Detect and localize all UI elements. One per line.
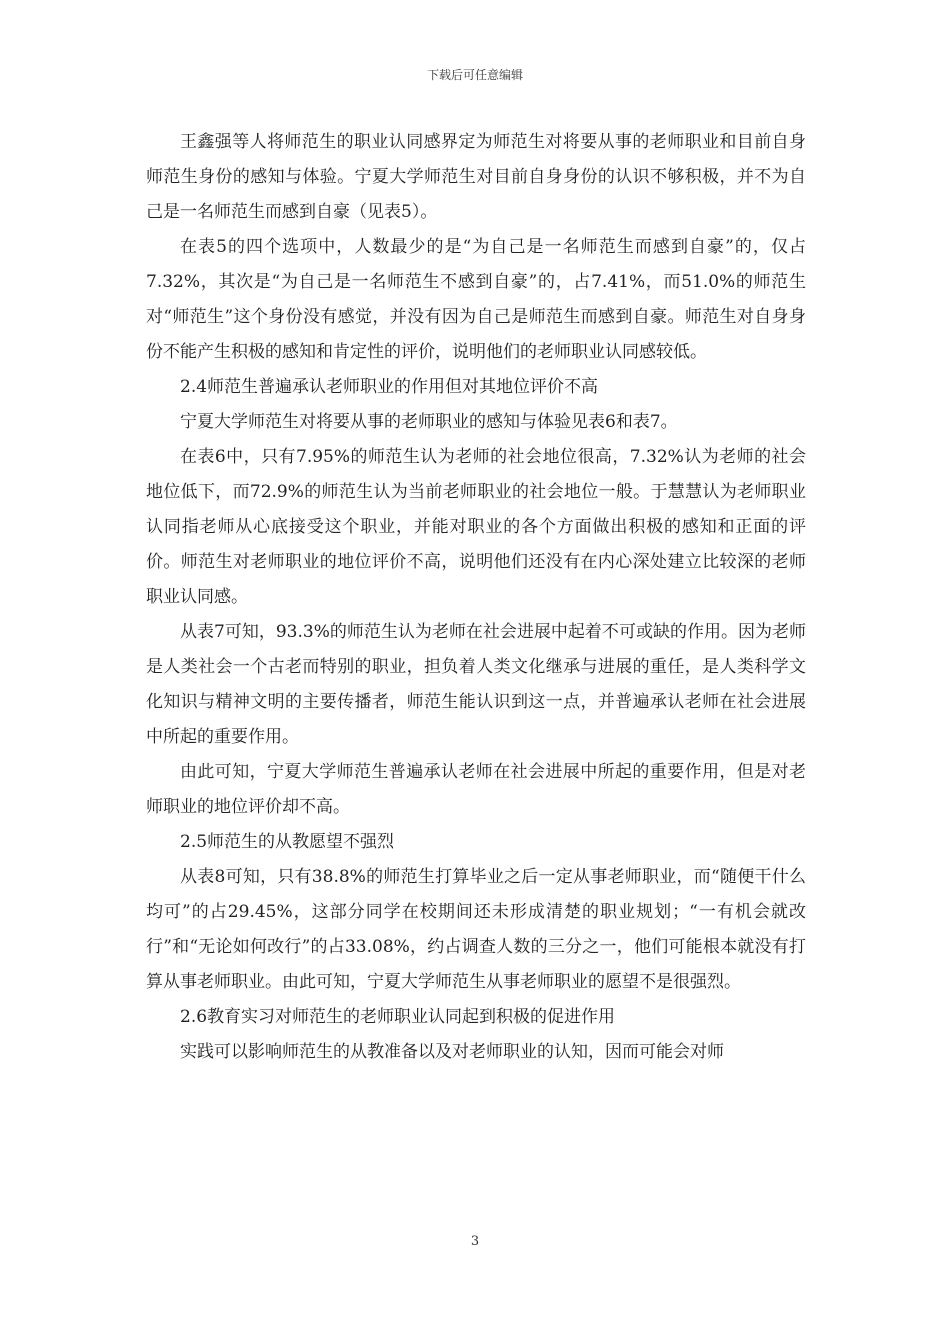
section-heading: 2.4师范生普遍承认老师职业的作用但对其地位评价不高 [180, 377, 599, 397]
document-body [146, 125, 806, 1070]
page-header: 下载后可任意编辑 [426, 68, 523, 82]
paragraph: 实践可以影响师范生的从教准备以及对老师职业的认知，因而可能会对师 [180, 1042, 724, 1062]
paragraph: 王鑫强等人将师范生的职业认同感界定为师范生对将要从事的老师职业和目前自身师范生身份的感知与体验。宁夏大学师范生对目前自身身份的认识不够积极，并不为自己是一名师范生而感到自豪（见表5）。 [146, 132, 806, 222]
paragraph: 从表7可知，93.3%的师范生认为老师在社会进展中起着不可或缺的作用。因为老师是人类社会一个古老而特别的职业，担负着人类文化继承与进展的重任，是人类科学文化知识与精神文明的主要传播者，师范生能认识到这一点，并普遍承认老师在社会进展中所起的重要作用。 [146, 622, 806, 747]
page-number: 3 [470, 1234, 480, 1249]
paragraph: 从表8可知，只有38.8%的师范生打算毕业之后一定从事老师职业，而“随便干什么均可”的占29.45%，这部分同学在校期间还未形成清楚的职业规划；“一有机会就改行”和“无论如何改行”的占33.08%，约占调查人数的三分之一，他们可能根本就没有打算从事老师职业。由此可知，宁夏大学师范生从事老师职业的愿望不是很强烈。 [146, 867, 806, 992]
paragraph: 在表5的四个选项中，人数最少的是“为自己是一名师范生而感到自豪”的，仅占7.32%，其次是“为自己是一名师范生不感到自豪”的，占7.41%，而51.0%的师范生对“师范生”这个身份没有感觉，并没有因为自己是师范生而感到自豪。师范生对自身身份不能产生积极的感知和肯定性的评价，说明他们的老师职业认同感较低。 [146, 237, 806, 362]
section-heading: 2.5师范生的从教愿望不强烈 [180, 832, 395, 852]
section-heading: 2.6教育实习对师范生的老师职业认同起到积极的促进作用 [180, 1007, 616, 1027]
paragraph: 在表6中，只有7.95%的师范生认为老师的社会地位很高，7.32%认为老师的社会地位低下，而72.9%的师范生认为当前老师职业的社会地位一般。于慧慧认为老师职业认同指老师从心底接受这个职业，并能对职业的各个方面做出积极的感知和正面的评价。师范生对老师职业的地位评价不高，说明他们还没有在内心深处建立比较深的老师职业认同感。 [146, 447, 806, 607]
paragraph: 宁夏大学师范生对将要从事的老师职业的感知与体验见表6和表7。 [180, 412, 678, 432]
paragraph: 由此可知，宁夏大学师范生普遍承认老师在社会进展中所起的重要作用，但是对老师职业的地位评价却不高。 [146, 762, 806, 817]
